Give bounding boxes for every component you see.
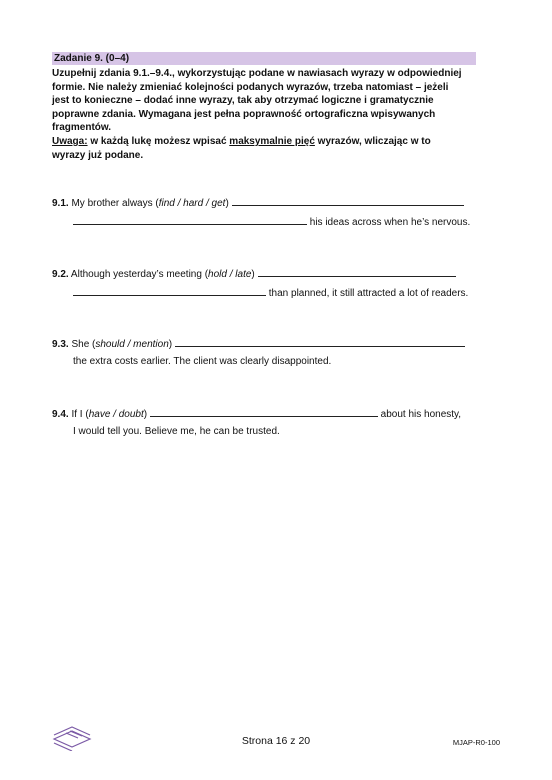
- instruction-line: formie. Nie należy zmieniać kolejności podanych wyrazów, trzeba natomiast – jeżeli: [52, 81, 449, 93]
- task-title: Zadanie 9. (0–4): [52, 52, 476, 65]
- answer-blank[interactable]: [258, 266, 456, 277]
- note-text: w każdą lukę możesz wpisać: [87, 135, 230, 147]
- instruction-line: Uzupełnij zdania 9.1.–9.4., wykorzystując podane w nawiasach wyrazy w odpowiedniej: [52, 68, 462, 79]
- question-text: ): [168, 339, 173, 350]
- instruction-line: poprawne zdania. Wymagana jest pełna poprawność ortograficzna wpisywanych: [52, 108, 436, 120]
- instruction-line: jest to konieczne – dodać inne wyrazy, tak aby otrzymać logiczne i gramatycznie: [52, 95, 434, 107]
- note-emphasis: maksymalnie pięć: [229, 135, 315, 147]
- question-hint: have / doubt: [88, 409, 144, 420]
- task-instructions: [52, 67, 477, 162]
- question-text: about his honesty,: [377, 409, 462, 420]
- question-number: 9.1.: [52, 198, 69, 209]
- instruction-line: fragmentów.: [52, 122, 112, 134]
- answer-blank[interactable]: [73, 285, 266, 296]
- question-number: 9.3.: [52, 339, 69, 350]
- question-text: his ideas across when he’s nervous.: [307, 217, 471, 228]
- question-hint: should / mention: [95, 339, 169, 350]
- question-text: She (: [71, 339, 96, 350]
- answer-blank[interactable]: [232, 195, 464, 206]
- task-note: [52, 135, 477, 149]
- question-text: I would tell you. Believe me, he can be trusted.: [73, 426, 280, 437]
- document-code: MJAP-R0-100: [452, 738, 500, 747]
- note-label: Uwaga:: [52, 135, 88, 147]
- question-text: ): [251, 269, 255, 280]
- page-number: Strona 16 z 20: [241, 735, 311, 747]
- answer-blank[interactable]: [73, 214, 307, 225]
- question-text: ): [225, 198, 229, 209]
- task-note-continued: wyrazy już podane.: [52, 149, 144, 161]
- question-hint: find / hard / get: [158, 198, 226, 209]
- answer-blank[interactable]: [150, 406, 378, 417]
- question-hint: hold / late: [208, 269, 252, 280]
- question-text: than planned, it still attracted a lot of readers.: [266, 288, 469, 299]
- question-number: 9.4.: [52, 409, 69, 420]
- question-text: If I (: [71, 409, 89, 420]
- question-text: Although yesterday’s meeting (: [70, 269, 209, 280]
- note-text: wyrazów, wliczając w to: [314, 135, 431, 147]
- question-text: My brother always (: [71, 198, 159, 209]
- question-text: the extra costs earlier. The client was clearly disappointed.: [73, 356, 332, 367]
- question-number: 9.2.: [52, 269, 69, 280]
- question-text: ): [143, 409, 148, 420]
- answer-blank[interactable]: [175, 336, 465, 347]
